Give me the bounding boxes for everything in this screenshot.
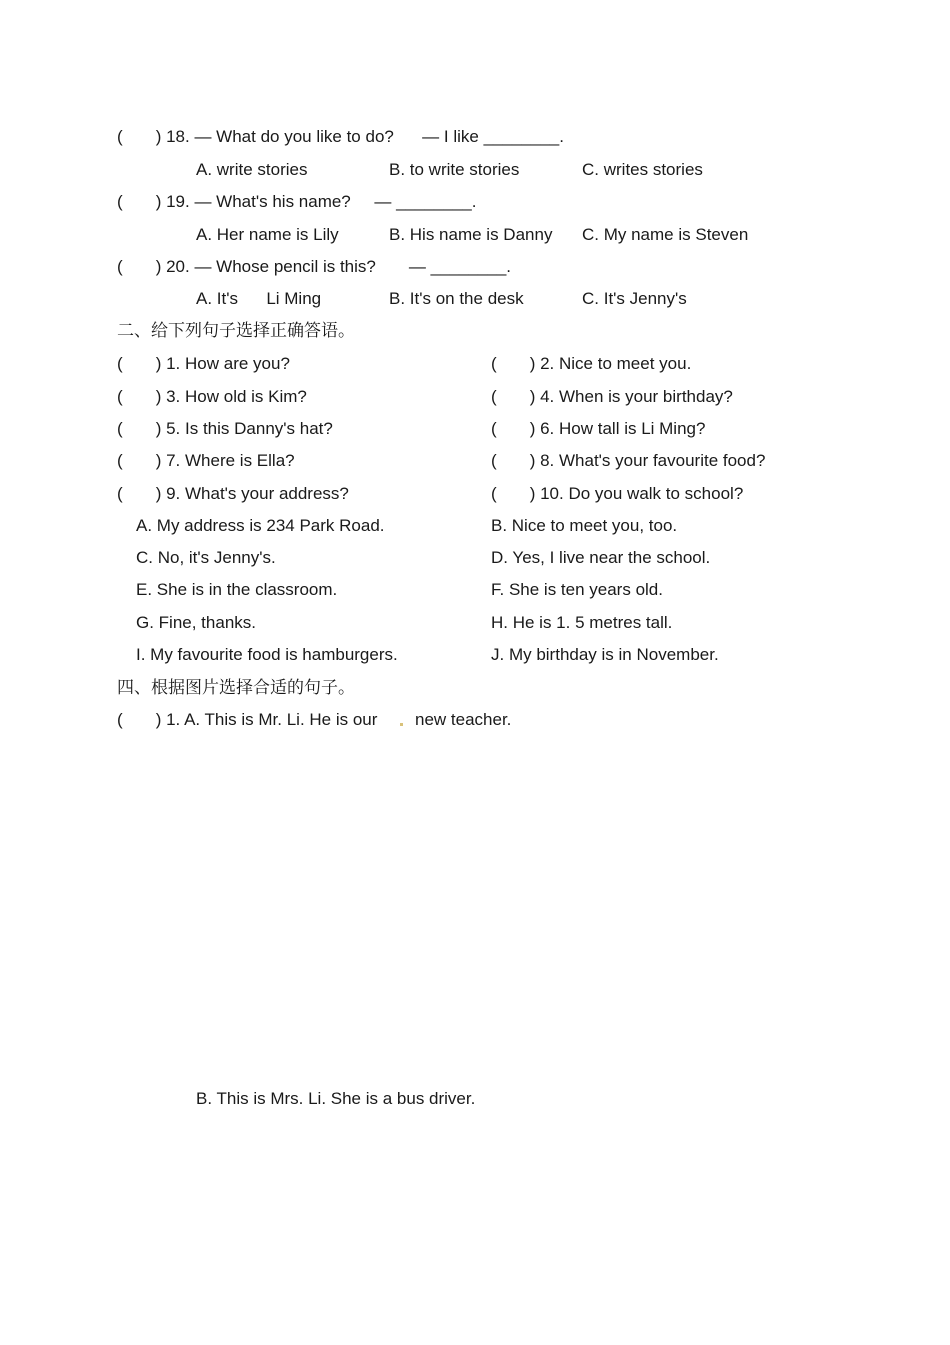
- s2-answer-j: J. My birthday is in November.: [491, 645, 719, 664]
- s2-question-5: ( ) 5. Is this Danny's hat?: [117, 419, 333, 438]
- s2-question-8: ( ) 8. What's your favourite food?: [491, 451, 766, 470]
- s2-question-1: ( ) 1. How are you?: [117, 354, 290, 373]
- s2-answer-h: H. He is 1. 5 metres tall.: [491, 613, 673, 632]
- question-20: ( ) 20. — Whose pencil is this? — ________.: [117, 257, 512, 276]
- s2-question-10: ( ) 10. Do you walk to school?: [491, 484, 744, 503]
- s2-question-7: ( ) 7. Where is Ella?: [117, 451, 295, 470]
- option-19-a: A. Her name is Lily: [196, 225, 339, 244]
- option-20-c: C. It's Jenny's: [582, 289, 687, 308]
- s2-question-2: ( ) 2. Nice to meet you.: [491, 354, 692, 373]
- s2-answer-a: A. My address is 234 Park Road.: [136, 516, 385, 535]
- s2-answer-d: D. Yes, I live near the school.: [491, 548, 711, 567]
- option-18-b: B. to write stories: [389, 160, 520, 179]
- s2-answer-c: C. No, it's Jenny's.: [136, 548, 276, 567]
- option-20-a: A. It's Li Ming: [196, 289, 322, 308]
- option-18-c: C. writes stories: [582, 160, 703, 179]
- s2-answer-i: I. My favourite food is hamburgers.: [136, 645, 398, 664]
- question-18: ( ) 18. — What do you like to do? — I like ________.: [117, 127, 564, 146]
- section2-heading: 二、给下列句子选择正确答语。: [117, 321, 355, 340]
- section4-heading: 四、根据图片选择合适的句子。: [117, 678, 355, 697]
- s2-question-6: ( ) 6. How tall is Li Ming?: [491, 419, 706, 438]
- question-19: ( ) 19. — What's his name? — ________.: [117, 192, 477, 211]
- s4-question-1-a-end: new teacher.: [415, 710, 512, 729]
- s2-answer-f: F. She is ten years old.: [491, 580, 663, 599]
- s2-answer-g: G. Fine, thanks.: [136, 613, 256, 632]
- option-19-c: C. My name is Steven: [582, 225, 749, 244]
- s2-question-9: ( ) 9. What's your address?: [117, 484, 349, 503]
- s4-question-1-a: ( ) 1. A. This is Mr. Li. He is our: [117, 710, 378, 729]
- s4-question-1-b: B. This is Mrs. Li. She is a bus driver.: [196, 1089, 476, 1108]
- s2-answer-e: E. She is in the classroom.: [136, 580, 338, 599]
- s2-question-3: ( ) 3. How old is Kim?: [117, 387, 307, 406]
- s2-question-4: ( ) 4. When is your birthday?: [491, 387, 733, 406]
- s2-answer-b: B. Nice to meet you, too.: [491, 516, 678, 535]
- option-20-b: B. It's on the desk: [389, 289, 524, 308]
- option-18-a: A. write stories: [196, 160, 308, 179]
- stray-mark: [400, 723, 403, 726]
- option-19-b: B. His name is Danny: [389, 225, 553, 244]
